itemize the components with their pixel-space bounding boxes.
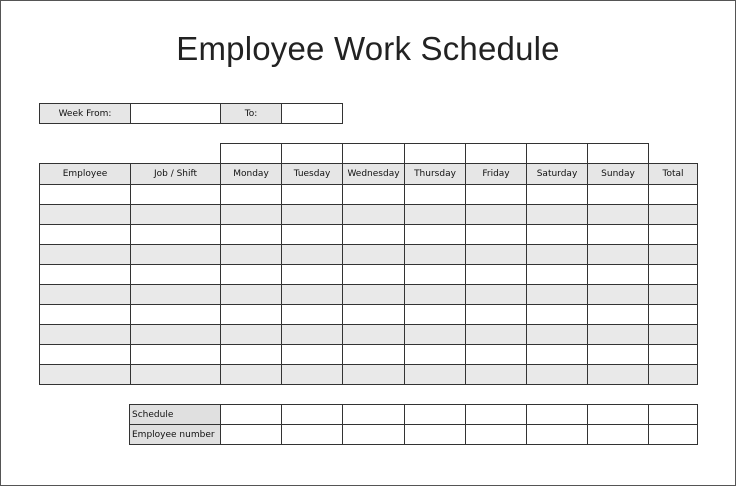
day-top-cell[interactable]	[527, 144, 588, 164]
table-cell[interactable]	[405, 265, 466, 285]
table-cell[interactable]	[527, 225, 588, 245]
column-header: Tuesday	[282, 164, 343, 185]
table-row	[40, 205, 698, 225]
table-cell[interactable]	[131, 305, 221, 325]
table-cell[interactable]	[649, 225, 698, 245]
table-cell[interactable]	[405, 365, 466, 385]
table-cell[interactable]	[527, 345, 588, 365]
table-cell[interactable]	[649, 185, 698, 205]
table-cell[interactable]	[40, 365, 131, 385]
table-cell[interactable]	[588, 185, 649, 205]
week-to-field[interactable]	[282, 104, 343, 124]
table-cell[interactable]	[40, 345, 131, 365]
column-header: Job / Shift	[131, 164, 221, 185]
summary-cell[interactable]	[527, 405, 588, 425]
day-top-cell[interactable]	[221, 144, 282, 164]
column-header: Sunday	[588, 164, 649, 185]
table-cell[interactable]	[282, 325, 343, 345]
table-cell[interactable]	[40, 325, 131, 345]
summary-cell[interactable]	[466, 425, 527, 445]
table-cell[interactable]	[466, 205, 527, 225]
table-cell[interactable]	[282, 285, 343, 305]
table-cell[interactable]	[466, 245, 527, 265]
table-cell[interactable]	[649, 365, 698, 385]
table-row	[40, 285, 698, 305]
table-cell[interactable]	[282, 265, 343, 285]
table-cell[interactable]	[588, 325, 649, 345]
summary-cell[interactable]	[527, 425, 588, 445]
table-cell[interactable]	[131, 225, 221, 245]
table-cell[interactable]	[405, 345, 466, 365]
table-cell[interactable]	[649, 325, 698, 345]
table-cell[interactable]	[405, 325, 466, 345]
table-cell[interactable]	[40, 185, 131, 205]
table-cell[interactable]	[466, 325, 527, 345]
page-title: Employee Work Schedule	[176, 30, 560, 67]
summary-cell[interactable]	[343, 425, 405, 445]
summary-cell[interactable]	[282, 425, 343, 445]
table-cell[interactable]	[282, 345, 343, 365]
table-cell[interactable]	[282, 365, 343, 385]
table-cell[interactable]	[343, 305, 405, 325]
table-cell[interactable]	[588, 205, 649, 225]
table-cell[interactable]	[649, 345, 698, 365]
table-cell[interactable]	[527, 265, 588, 285]
table-cell[interactable]	[40, 205, 131, 225]
table-cell[interactable]	[527, 285, 588, 305]
table-row	[40, 265, 698, 285]
schedule-table	[39, 143, 698, 385]
column-header: Thursday	[405, 164, 466, 185]
table-cell[interactable]	[282, 305, 343, 325]
table-cell[interactable]	[131, 325, 221, 345]
table-cell[interactable]	[131, 285, 221, 305]
table-cell[interactable]	[343, 285, 405, 305]
table-cell[interactable]	[221, 285, 282, 305]
day-top-cell[interactable]	[405, 144, 466, 164]
table-cell[interactable]	[649, 205, 698, 225]
summary-cell[interactable]	[649, 425, 698, 445]
table-cell[interactable]	[221, 205, 282, 225]
summary-cell[interactable]	[221, 405, 282, 425]
table-cell[interactable]	[131, 345, 221, 365]
table-cell[interactable]	[405, 225, 466, 245]
week-from-label: Week From:	[40, 104, 131, 124]
table-cell[interactable]	[588, 245, 649, 265]
table-cell[interactable]	[131, 185, 221, 205]
table-cell[interactable]	[466, 225, 527, 245]
table-cell[interactable]	[40, 225, 131, 245]
table-row	[40, 365, 698, 385]
table-cell[interactable]	[527, 365, 588, 385]
table-cell[interactable]	[405, 305, 466, 325]
spacer-cell	[649, 144, 698, 164]
table-cell[interactable]	[527, 305, 588, 325]
table-cell[interactable]	[588, 265, 649, 285]
table-cell[interactable]	[343, 185, 405, 205]
summary-cell[interactable]	[649, 405, 698, 425]
table-cell[interactable]	[588, 305, 649, 325]
table-cell[interactable]	[649, 265, 698, 285]
table-cell[interactable]	[282, 185, 343, 205]
week-from-field[interactable]	[131, 104, 221, 124]
summary-cell[interactable]	[343, 405, 405, 425]
table-cell[interactable]	[466, 185, 527, 205]
table-cell[interactable]	[588, 365, 649, 385]
table-cell[interactable]	[649, 305, 698, 325]
table-cell[interactable]	[527, 245, 588, 265]
table-row	[40, 305, 698, 325]
table-cell[interactable]	[221, 305, 282, 325]
table-cell[interactable]	[131, 265, 221, 285]
table-cell[interactable]	[221, 365, 282, 385]
column-header: Monday	[221, 164, 282, 185]
spacer-cell	[40, 144, 131, 164]
table-cell[interactable]	[588, 285, 649, 305]
table-row	[40, 345, 698, 365]
table-cell[interactable]	[588, 225, 649, 245]
table-cell[interactable]	[221, 265, 282, 285]
day-top-cell[interactable]	[466, 144, 527, 164]
table-cell[interactable]	[343, 205, 405, 225]
summary-row	[130, 425, 698, 445]
summary-label: Employee number	[130, 425, 221, 445]
summary-cell[interactable]	[282, 405, 343, 425]
table-row	[40, 225, 698, 245]
table-cell[interactable]	[282, 205, 343, 225]
day-top-cell[interactable]	[282, 144, 343, 164]
table-cell[interactable]	[221, 185, 282, 205]
summary-row	[130, 405, 698, 425]
summary-cell[interactable]	[405, 425, 466, 445]
table-cell[interactable]	[343, 365, 405, 385]
week-range-table	[39, 103, 343, 124]
column-header: Total	[649, 164, 698, 185]
day-top-cell[interactable]	[343, 144, 405, 164]
spacer-cell	[131, 144, 221, 164]
table-cell[interactable]	[466, 345, 527, 365]
table-cell[interactable]	[466, 265, 527, 285]
summary-label: Schedule	[130, 405, 221, 425]
table-cell[interactable]	[40, 265, 131, 285]
table-cell[interactable]	[466, 305, 527, 325]
table-cell[interactable]	[405, 205, 466, 225]
column-header: Wednesday	[343, 164, 405, 185]
header-row	[40, 164, 698, 185]
table-cell[interactable]	[343, 345, 405, 365]
table-cell[interactable]	[221, 225, 282, 245]
day-top-cell[interactable]	[588, 144, 649, 164]
table-cell[interactable]	[343, 245, 405, 265]
table-cell[interactable]	[343, 265, 405, 285]
week-to-label: To:	[221, 104, 282, 124]
table-cell[interactable]	[221, 325, 282, 345]
summary-cell[interactable]	[405, 405, 466, 425]
table-cell[interactable]	[405, 185, 466, 205]
table-cell[interactable]	[649, 245, 698, 265]
summary-cell[interactable]	[588, 425, 649, 445]
column-header: Friday	[466, 164, 527, 185]
table-cell[interactable]	[466, 365, 527, 385]
table-cell[interactable]	[282, 225, 343, 245]
summary-cell[interactable]	[221, 425, 282, 445]
table-cell[interactable]	[221, 345, 282, 365]
table-cell[interactable]	[40, 305, 131, 325]
table-cell[interactable]	[649, 285, 698, 305]
table-cell[interactable]	[40, 285, 131, 305]
table-cell[interactable]	[131, 205, 221, 225]
table-cell[interactable]	[527, 325, 588, 345]
table-cell[interactable]	[131, 245, 221, 265]
summary-cell[interactable]	[588, 405, 649, 425]
table-cell[interactable]	[221, 245, 282, 265]
table-row	[40, 185, 698, 205]
table-cell[interactable]	[131, 365, 221, 385]
table-cell[interactable]	[527, 205, 588, 225]
table-cell[interactable]	[40, 245, 131, 265]
table-row	[40, 245, 698, 265]
summary-cell[interactable]	[466, 405, 527, 425]
table-row	[40, 325, 698, 345]
table-cell[interactable]	[405, 285, 466, 305]
table-cell[interactable]	[405, 245, 466, 265]
table-cell[interactable]	[282, 245, 343, 265]
column-header: Employee	[40, 164, 131, 185]
summary-table	[129, 404, 698, 445]
table-cell[interactable]	[588, 345, 649, 365]
table-cell[interactable]	[343, 325, 405, 345]
table-cell[interactable]	[527, 185, 588, 205]
table-cell[interactable]	[343, 225, 405, 245]
table-cell[interactable]	[466, 285, 527, 305]
column-header: Saturday	[527, 164, 588, 185]
